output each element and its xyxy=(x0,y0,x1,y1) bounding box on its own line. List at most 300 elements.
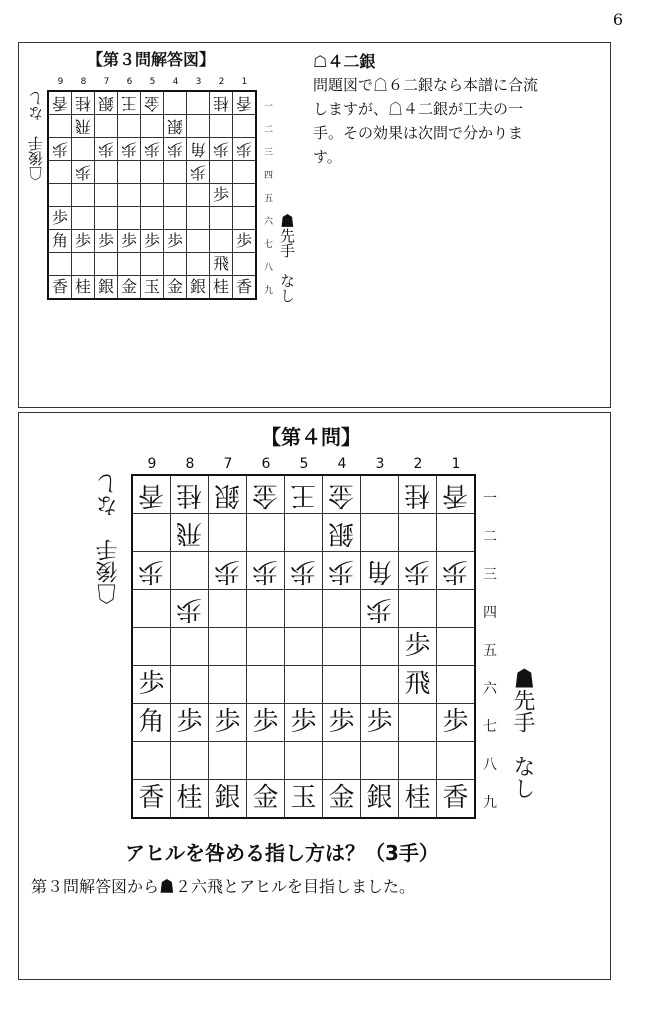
sente-piece: 香 xyxy=(235,277,252,296)
sente-piece: 香 xyxy=(138,783,165,813)
board-square xyxy=(233,115,257,138)
sente-piece: 桂 xyxy=(212,277,229,296)
board-square xyxy=(233,253,257,276)
board-square xyxy=(233,207,257,230)
board-square xyxy=(210,161,233,184)
board-square xyxy=(187,161,210,184)
sente-piece: 香 xyxy=(442,783,469,813)
sente-label: ☗先手 xyxy=(278,213,296,258)
board-square xyxy=(187,230,210,253)
board-square xyxy=(210,184,233,207)
board-square xyxy=(285,742,323,780)
board-square xyxy=(132,742,171,780)
row-label: 六 xyxy=(264,217,274,227)
board-square xyxy=(437,552,476,590)
board-square xyxy=(285,780,323,819)
board-square xyxy=(437,514,476,552)
sente-piece: 歩 xyxy=(290,707,317,737)
board-square xyxy=(361,552,399,590)
board-square xyxy=(361,590,399,628)
sente-piece: 歩 xyxy=(143,231,160,250)
board-square xyxy=(72,230,95,253)
gote-piece: 歩 xyxy=(328,556,355,586)
gote-piece: 歩 xyxy=(366,594,393,624)
board-row xyxy=(48,115,256,138)
board-square xyxy=(323,704,361,742)
sente-piece: 歩 xyxy=(51,208,68,227)
board-square xyxy=(209,780,247,819)
board-square xyxy=(118,161,141,184)
board-square xyxy=(118,184,141,207)
board-square xyxy=(247,780,285,819)
board-square xyxy=(247,475,285,514)
row-label: 五 xyxy=(483,643,497,659)
board-square xyxy=(72,184,95,207)
explanation-line: 手。その効果は次問で分かりま xyxy=(313,124,524,142)
board-square xyxy=(323,475,361,514)
sente-piece: 歩 xyxy=(328,707,355,737)
board-square xyxy=(171,628,209,666)
gote-piece: 角 xyxy=(189,140,206,159)
board-square xyxy=(247,742,285,780)
gote-piece: 金 xyxy=(252,480,279,510)
column-label: 5 xyxy=(299,456,309,472)
board-square xyxy=(164,184,187,207)
board-square xyxy=(361,514,399,552)
sente-piece: 歩 xyxy=(366,707,393,737)
board-row xyxy=(132,780,475,819)
row-label: 九 xyxy=(264,286,274,296)
column-label: 2 xyxy=(218,77,225,87)
board-row xyxy=(48,207,256,230)
board-square xyxy=(210,138,233,161)
board-square xyxy=(141,184,164,207)
board-square xyxy=(437,590,476,628)
board-square xyxy=(95,276,118,300)
board-square xyxy=(118,207,141,230)
gote-piece: 香 xyxy=(442,480,469,510)
row-label: 七 xyxy=(483,719,497,735)
question-text: アヒルを咎める指し方は？（3手） xyxy=(125,841,439,865)
sente-piece: 桂 xyxy=(404,783,431,813)
sente-piece: 歩 xyxy=(214,707,241,737)
board-row xyxy=(132,704,475,742)
sente-hand xyxy=(507,667,538,799)
board-square xyxy=(171,475,209,514)
board-square xyxy=(437,628,476,666)
board-row xyxy=(48,161,256,184)
board-square xyxy=(171,514,209,552)
sente-piece: 歩 xyxy=(442,707,469,737)
sente-piece: 銀 xyxy=(189,277,206,296)
column-label: 3 xyxy=(195,77,202,87)
board-square xyxy=(323,514,361,552)
board-square xyxy=(247,552,285,590)
problem-title: 【第４問】 xyxy=(261,425,361,449)
board-square xyxy=(118,91,141,115)
sente-piece: 金 xyxy=(328,783,355,813)
gote-piece: 歩 xyxy=(51,140,68,159)
sente-piece: 歩 xyxy=(404,631,431,661)
board-square xyxy=(171,666,209,704)
board-square xyxy=(233,184,257,207)
board-square xyxy=(171,742,209,780)
board-square xyxy=(187,115,210,138)
board-square xyxy=(323,742,361,780)
gote-piece: 銀 xyxy=(214,480,241,510)
board-square xyxy=(323,666,361,704)
gote-hand xyxy=(93,473,124,605)
board-square xyxy=(118,138,141,161)
board-square xyxy=(399,628,437,666)
board-square xyxy=(95,184,118,207)
board-row xyxy=(48,253,256,276)
board-square xyxy=(141,207,164,230)
gote-piece: 歩 xyxy=(138,556,165,586)
board-row xyxy=(48,276,256,300)
gote-piece: 香 xyxy=(51,94,68,113)
gote-piece: 歩 xyxy=(143,140,160,159)
gote-piece: 桂 xyxy=(74,94,91,113)
board-row xyxy=(132,742,475,780)
sente-hand-value: なし xyxy=(278,273,296,303)
board-square xyxy=(164,161,187,184)
board-row xyxy=(132,628,475,666)
board-square xyxy=(132,514,171,552)
column-label: 9 xyxy=(57,77,64,87)
board-square xyxy=(361,666,399,704)
board-square xyxy=(72,161,95,184)
gote-piece: 歩 xyxy=(252,556,279,586)
board-row xyxy=(132,666,475,704)
board-square xyxy=(141,115,164,138)
explanation-line: しますが、☖４二銀が工夫の一 xyxy=(313,100,524,118)
gote-piece: 金 xyxy=(328,480,355,510)
note-text: 第３問解答図から☗２六飛とアヒルを目指しました。 xyxy=(31,877,416,896)
board-square xyxy=(233,138,257,161)
board-square xyxy=(48,207,72,230)
board-square xyxy=(285,628,323,666)
board-row xyxy=(132,590,475,628)
sente-piece: 飛 xyxy=(212,254,229,273)
move-heading: ☖４二銀 xyxy=(313,52,376,71)
gote-piece: 歩 xyxy=(214,556,241,586)
gote-piece: 歩 xyxy=(442,556,469,586)
explanation-text xyxy=(313,73,538,169)
board-square xyxy=(285,475,323,514)
column-label: 4 xyxy=(337,456,347,472)
gote-piece: 桂 xyxy=(404,480,431,510)
gote-piece: 角 xyxy=(366,556,393,586)
board-square xyxy=(132,590,171,628)
sente-piece: 歩 xyxy=(166,231,183,250)
board-square xyxy=(118,253,141,276)
board-square xyxy=(285,590,323,628)
gote-piece: 銀 xyxy=(328,518,355,548)
sente-piece: 歩 xyxy=(138,669,165,699)
gote-piece: 桂 xyxy=(176,480,203,510)
sente-piece: 歩 xyxy=(97,231,114,250)
sente-piece: 歩 xyxy=(74,231,91,250)
board-square xyxy=(48,276,72,300)
board-square xyxy=(285,704,323,742)
board-square xyxy=(72,138,95,161)
board-square xyxy=(164,276,187,300)
sente-piece: 銀 xyxy=(214,783,241,813)
board-square xyxy=(210,253,233,276)
sente-piece: 桂 xyxy=(176,783,203,813)
board-square xyxy=(187,184,210,207)
board-square xyxy=(141,91,164,115)
column-label: 9 xyxy=(147,456,157,472)
answer-panel xyxy=(18,42,611,408)
board-square xyxy=(171,552,209,590)
board-square xyxy=(233,276,257,300)
board-square xyxy=(187,253,210,276)
gote-piece: 桂 xyxy=(212,94,229,113)
board-square xyxy=(210,230,233,253)
board-square xyxy=(164,115,187,138)
gote-piece: 金 xyxy=(143,94,160,113)
board-square xyxy=(247,628,285,666)
row-label: 六 xyxy=(483,681,497,697)
board-square xyxy=(118,276,141,300)
gote-info xyxy=(93,473,124,605)
board-square xyxy=(233,161,257,184)
board-row xyxy=(48,138,256,161)
board-square xyxy=(132,704,171,742)
gote-piece: 歩 xyxy=(97,140,114,159)
sente-piece: 金 xyxy=(120,277,137,296)
gote-label: ☖後手 xyxy=(27,136,45,181)
gote-hand-value: なし xyxy=(27,91,45,121)
sente-hand xyxy=(277,213,298,303)
board-square xyxy=(209,475,247,514)
sente-piece: 香 xyxy=(51,277,68,296)
board-square xyxy=(171,704,209,742)
board-square xyxy=(399,704,437,742)
board-row xyxy=(48,230,256,253)
board-square xyxy=(361,628,399,666)
column-label: 7 xyxy=(103,77,110,87)
board-square xyxy=(209,666,247,704)
column-label: 6 xyxy=(261,456,271,472)
gote-piece: 歩 xyxy=(189,163,206,182)
board-square xyxy=(164,207,187,230)
row-label: 四 xyxy=(483,605,497,621)
board-square xyxy=(141,253,164,276)
sente-piece: 歩 xyxy=(212,185,229,204)
gote-piece: 歩 xyxy=(120,140,137,159)
board-square xyxy=(48,161,72,184)
board-square xyxy=(361,704,399,742)
board-square xyxy=(118,230,141,253)
sente-piece: 歩 xyxy=(235,231,252,250)
board-square xyxy=(72,91,95,115)
board-row xyxy=(132,475,475,514)
column-label: 5 xyxy=(149,77,156,87)
board-square xyxy=(210,276,233,300)
board-square xyxy=(132,552,171,590)
board-square xyxy=(164,91,187,115)
row-label: 三 xyxy=(264,148,274,158)
board-square xyxy=(72,253,95,276)
row-label: 一 xyxy=(483,491,497,507)
board-square xyxy=(285,666,323,704)
board-square xyxy=(437,780,476,819)
board-square xyxy=(171,780,209,819)
board-square xyxy=(247,514,285,552)
board-square xyxy=(171,590,209,628)
board-square xyxy=(164,253,187,276)
board-square xyxy=(323,780,361,819)
board-square xyxy=(48,230,72,253)
board-square xyxy=(361,742,399,780)
board-square xyxy=(141,138,164,161)
board-square xyxy=(233,91,257,115)
board-square xyxy=(210,115,233,138)
page-number: 6 xyxy=(612,10,623,29)
board-square xyxy=(187,138,210,161)
board-square xyxy=(285,552,323,590)
row-label: 八 xyxy=(483,757,497,773)
board-square xyxy=(209,628,247,666)
board-square xyxy=(437,475,476,514)
board-square xyxy=(95,91,118,115)
column-label: 6 xyxy=(126,77,133,87)
board-square xyxy=(247,590,285,628)
explanation-line: 問題図で☖６二銀なら本譜に合流 xyxy=(313,76,539,94)
column-label: 8 xyxy=(185,456,195,472)
sente-piece: 銀 xyxy=(366,783,393,813)
board-square xyxy=(187,91,210,115)
gote-piece: 歩 xyxy=(74,163,91,182)
sente-piece: 歩 xyxy=(176,707,203,737)
sente-piece: 金 xyxy=(252,783,279,813)
board-square xyxy=(323,628,361,666)
row-label: 二 xyxy=(264,125,274,135)
gote-piece: 銀 xyxy=(97,94,114,113)
sente-piece: 角 xyxy=(138,707,165,737)
row-label: 三 xyxy=(483,567,497,583)
board-square xyxy=(132,628,171,666)
column-label: 8 xyxy=(80,77,87,87)
gote-piece: 飛 xyxy=(74,117,91,136)
board-square xyxy=(141,161,164,184)
column-label: 1 xyxy=(451,456,461,472)
board-square xyxy=(48,115,72,138)
board-square xyxy=(118,115,141,138)
board-square xyxy=(399,552,437,590)
board-square xyxy=(48,253,72,276)
board-square xyxy=(209,514,247,552)
gote-piece: 香 xyxy=(138,480,165,510)
board-square xyxy=(437,742,476,780)
column-label: 3 xyxy=(375,456,385,472)
board-square xyxy=(132,780,171,819)
board-square xyxy=(164,138,187,161)
board-square xyxy=(72,276,95,300)
board-square xyxy=(209,552,247,590)
gote-label: ☖後手 xyxy=(96,539,121,605)
board-square xyxy=(399,666,437,704)
board-square xyxy=(437,666,476,704)
board-square xyxy=(399,514,437,552)
board-square xyxy=(399,590,437,628)
gote-piece: 王 xyxy=(120,94,137,113)
row-label: 五 xyxy=(264,194,274,204)
gote-piece: 歩 xyxy=(235,140,252,159)
gote-hand xyxy=(25,91,46,181)
gote-piece: 銀 xyxy=(166,117,183,136)
board-square xyxy=(72,115,95,138)
answer-title: 【第３問解答図】 xyxy=(87,50,216,69)
column-label: 1 xyxy=(241,77,248,87)
problem-panel xyxy=(18,412,611,980)
sente-piece: 歩 xyxy=(120,231,137,250)
gote-piece: 歩 xyxy=(176,594,203,624)
board-row xyxy=(48,91,256,115)
sente-piece: 銀 xyxy=(97,277,114,296)
board-square xyxy=(164,230,187,253)
board-row xyxy=(132,514,475,552)
gote-piece: 歩 xyxy=(290,556,317,586)
board-row xyxy=(48,184,256,207)
board-square xyxy=(209,704,247,742)
column-label: 7 xyxy=(223,456,233,472)
gote-piece: 歩 xyxy=(404,556,431,586)
column-label: 4 xyxy=(172,77,179,87)
board-square xyxy=(48,138,72,161)
row-label: 四 xyxy=(264,171,274,181)
board-square xyxy=(95,230,118,253)
shogi-board-problem xyxy=(131,474,476,819)
board-square xyxy=(95,161,118,184)
board-square xyxy=(187,207,210,230)
row-label: 二 xyxy=(483,529,497,545)
board-square xyxy=(399,475,437,514)
board-square xyxy=(141,276,164,300)
board-square xyxy=(72,207,95,230)
board-square xyxy=(323,552,361,590)
sente-piece: 金 xyxy=(166,277,183,296)
board-square xyxy=(95,138,118,161)
row-label: 九 xyxy=(483,795,497,811)
sente-label: ☗先手 xyxy=(510,667,535,733)
explanation-line: す。 xyxy=(313,148,342,166)
row-label: 八 xyxy=(264,263,274,273)
board-square xyxy=(399,780,437,819)
board-square xyxy=(95,115,118,138)
row-label: 一 xyxy=(264,102,274,112)
gote-hand-value: なし xyxy=(96,473,121,517)
board-square xyxy=(210,207,233,230)
board-square xyxy=(48,91,72,115)
board-square xyxy=(323,590,361,628)
board-square xyxy=(95,207,118,230)
board-square xyxy=(210,91,233,115)
board-square xyxy=(132,666,171,704)
gote-info xyxy=(25,91,46,181)
gote-piece: 王 xyxy=(290,480,317,510)
board-square xyxy=(247,666,285,704)
sente-piece: 角 xyxy=(51,231,68,250)
shogi-board-answer xyxy=(47,90,257,300)
board-square xyxy=(48,184,72,207)
column-label: 2 xyxy=(413,456,423,472)
sente-piece: 玉 xyxy=(290,783,317,813)
sente-piece: 歩 xyxy=(252,707,279,737)
